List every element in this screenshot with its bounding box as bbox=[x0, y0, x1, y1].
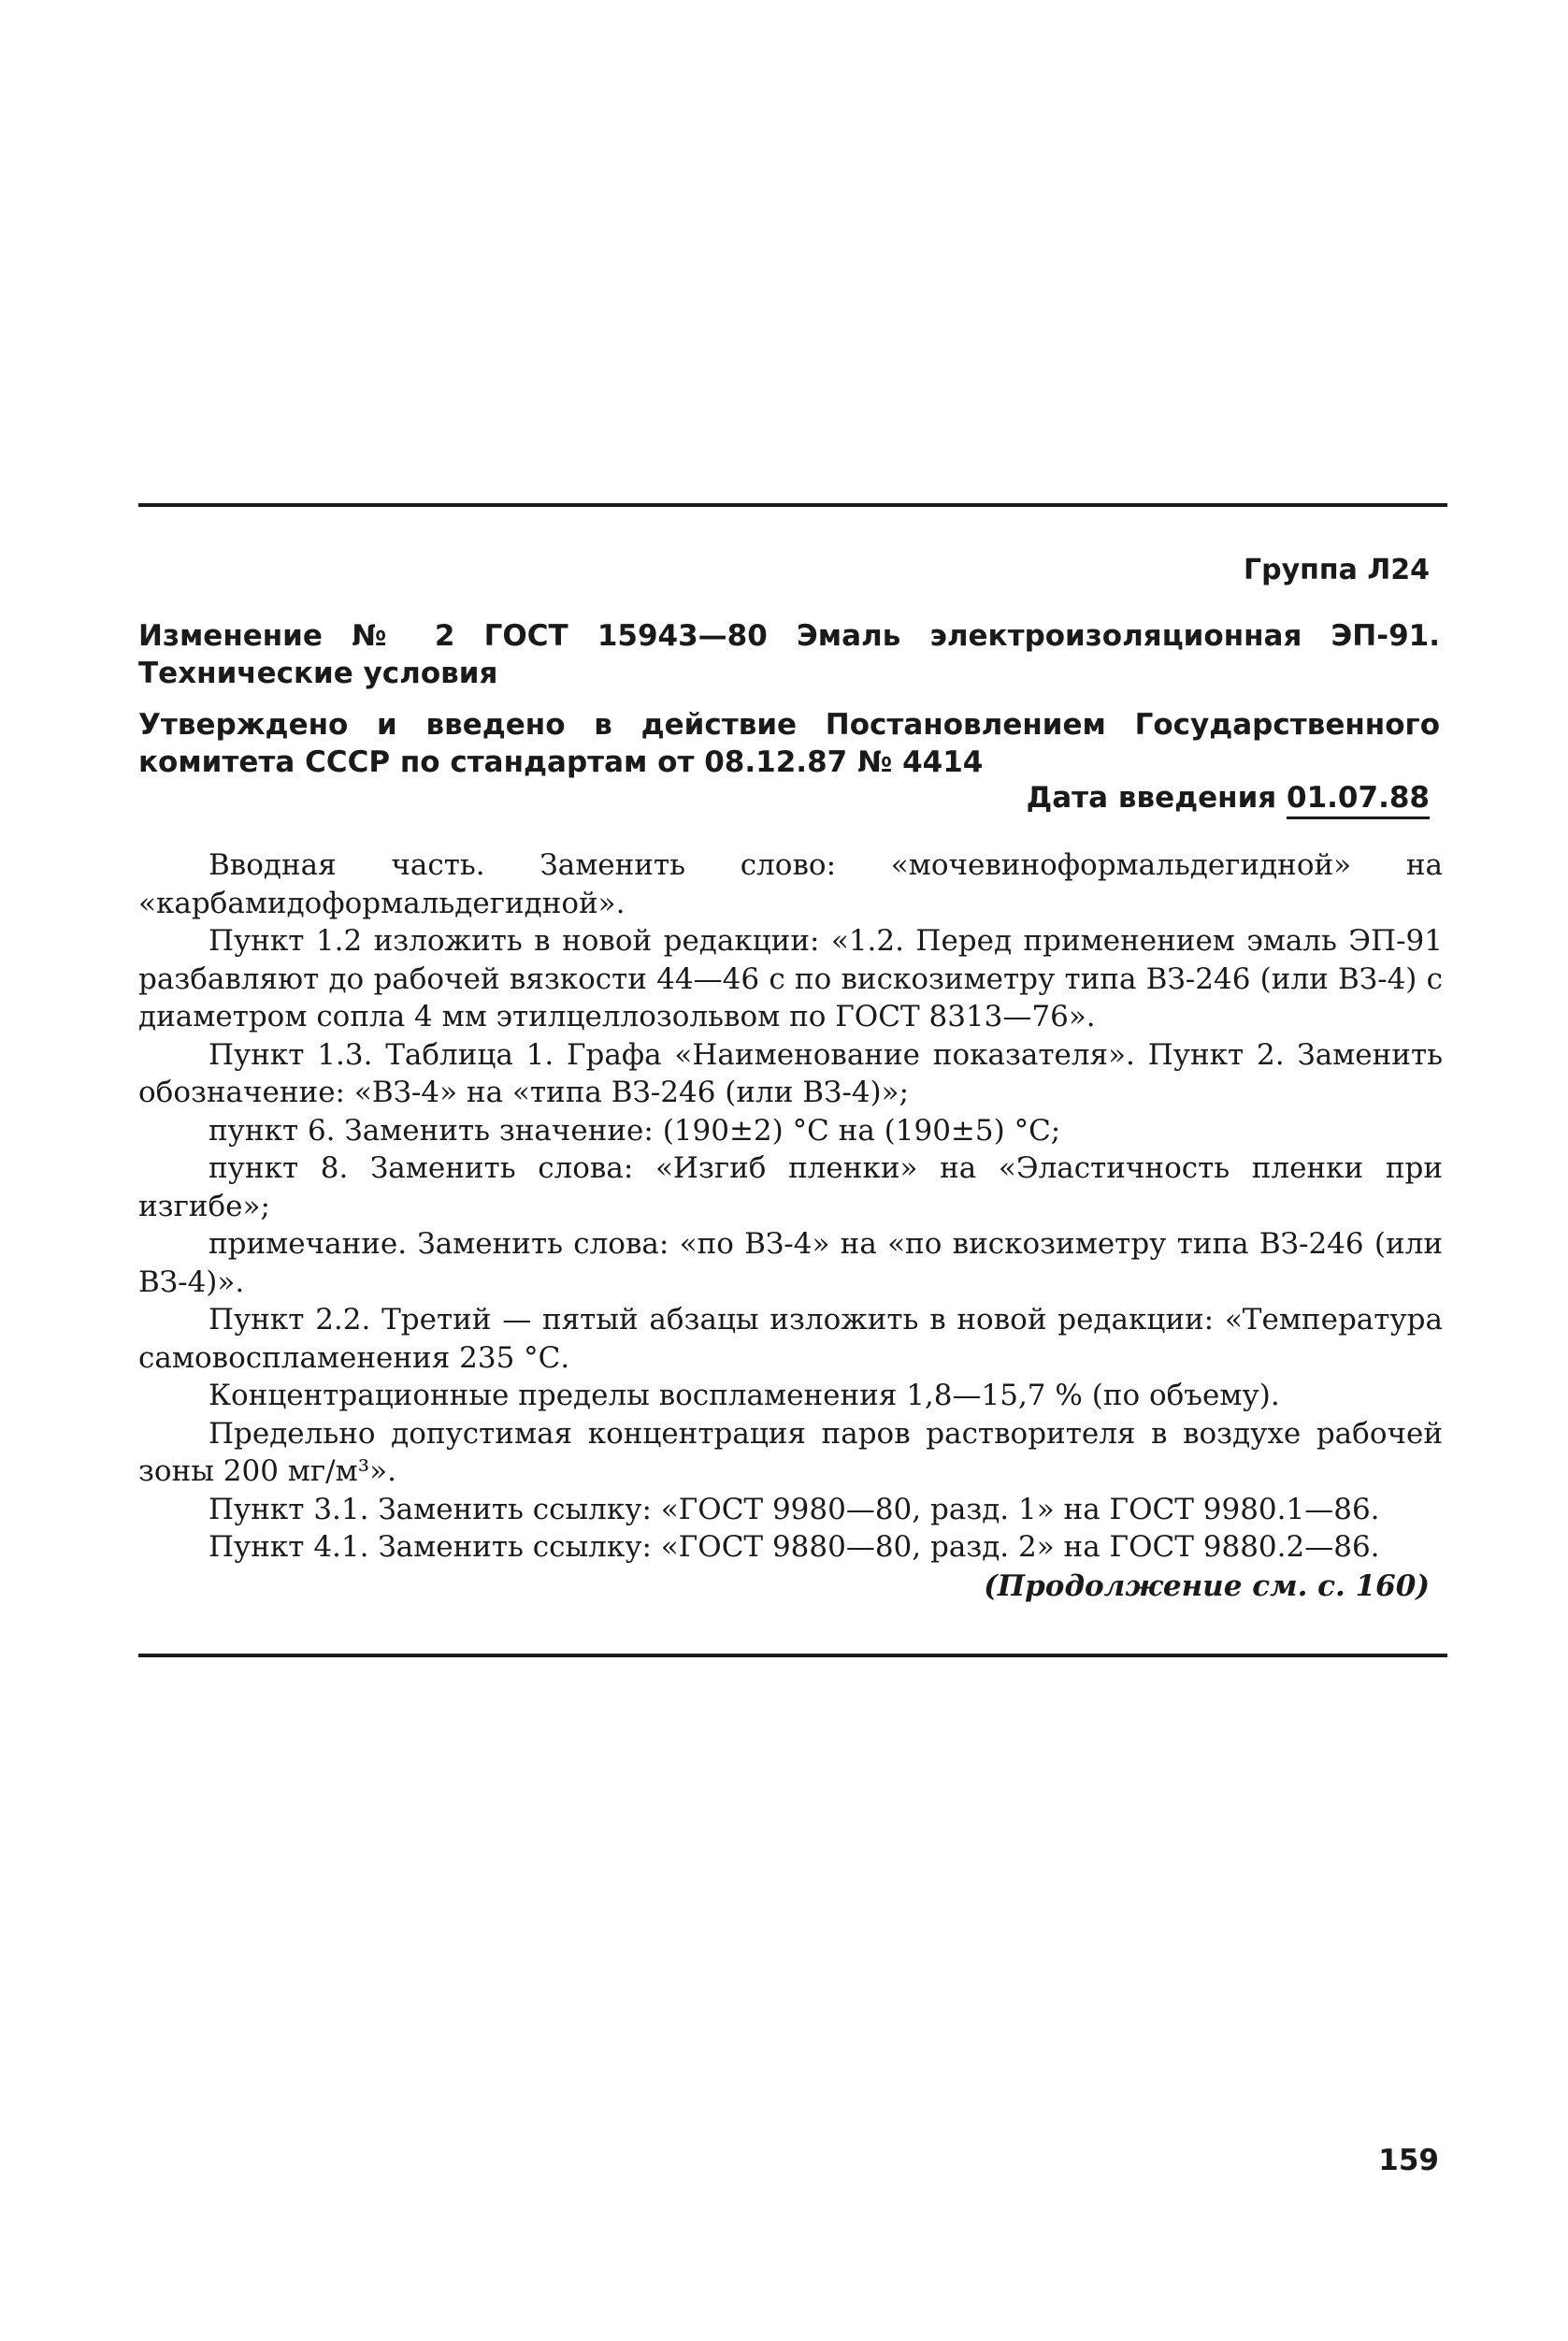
amendment-body bbox=[138, 846, 1443, 1567]
paragraph: Пункт 3.1. Заменить ссылку: «ГОСТ 9980—80, разд. 1» на ГОСТ 9980.1—86. bbox=[209, 1492, 1380, 1526]
paragraph: примечание. Заменить слова: «по ВЗ-4» на «по вискозиметру типа ВЗ-246 (или ВЗ-4)». bbox=[138, 1227, 1443, 1299]
group-code: Группа Л24 bbox=[1244, 554, 1430, 586]
paragraph: Вводная часть. Заменить слово: «мочевиноформальдегидной» на «карбамидоформальдегидной». bbox=[138, 848, 1443, 920]
approval-statement: Утверждено и введено в действие Постановлением Государственного комитета СССР по стандартам от 08.12.87 № 4414 bbox=[138, 708, 1440, 779]
paragraph: Концентрационные пределы воспламенения 1,8—15,7 % (по объему). bbox=[209, 1379, 1280, 1412]
introduction-date-value: 01.07.88 bbox=[1287, 781, 1430, 819]
paragraph: Пункт 4.1. Заменить ссылку: «ГОСТ 9880—80, разд. 2» на ГОСТ 9880.2—86. bbox=[209, 1530, 1380, 1564]
page-number: 159 bbox=[1378, 2144, 1439, 2177]
paragraph: пункт 8. Заменить слова: «Изгиб пленки» на «Эластичность пленки при изгибе»; bbox=[138, 1151, 1443, 1223]
paragraph: Пункт 2.2. Третий — пятый абзацы изложить в новой редакции: «Температура самовоспламенения 235 °С. bbox=[138, 1303, 1443, 1375]
introduction-date bbox=[1027, 781, 1430, 815]
continuation-note: (Продолжение см. с. 160) bbox=[984, 1569, 1430, 1603]
paragraph: Предельно допустимая концентрация паров растворителя в воздухе рабочей зоны 200 мг/м³». bbox=[138, 1416, 1443, 1488]
paragraph: Пункт 1.3. Таблица 1. Графа «Наименование показателя». Пункт 2. Заменить обозначение: «ВЗ-4» на «типа ВЗ-246 (или ВЗ-4)»; bbox=[138, 1037, 1443, 1109]
change-title: Изменение № 2 ГОСТ 15943—80 Эмаль электроизоляционная ЭП-91. Технические условия bbox=[138, 619, 1440, 690]
bottom-rule bbox=[138, 1654, 1447, 1657]
introduction-date-label: Дата введения bbox=[1026, 781, 1287, 815]
paragraph: Пункт 1.2 изложить в новой редакции: «1.2. Перед применением эмаль ЭП-91 разбавляют до рабочей вязкости 44—46 с по вискозиметру типа ВЗ-246 (или ВЗ-4) с диаметром сопла 4 мм этилцеллозольвом по ГОСТ 8313—76». bbox=[138, 924, 1443, 1033]
top-rule bbox=[138, 503, 1447, 507]
paragraph: пункт 6. Заменить значение: (190±2) °С на (190±5) °С; bbox=[209, 1113, 1061, 1148]
